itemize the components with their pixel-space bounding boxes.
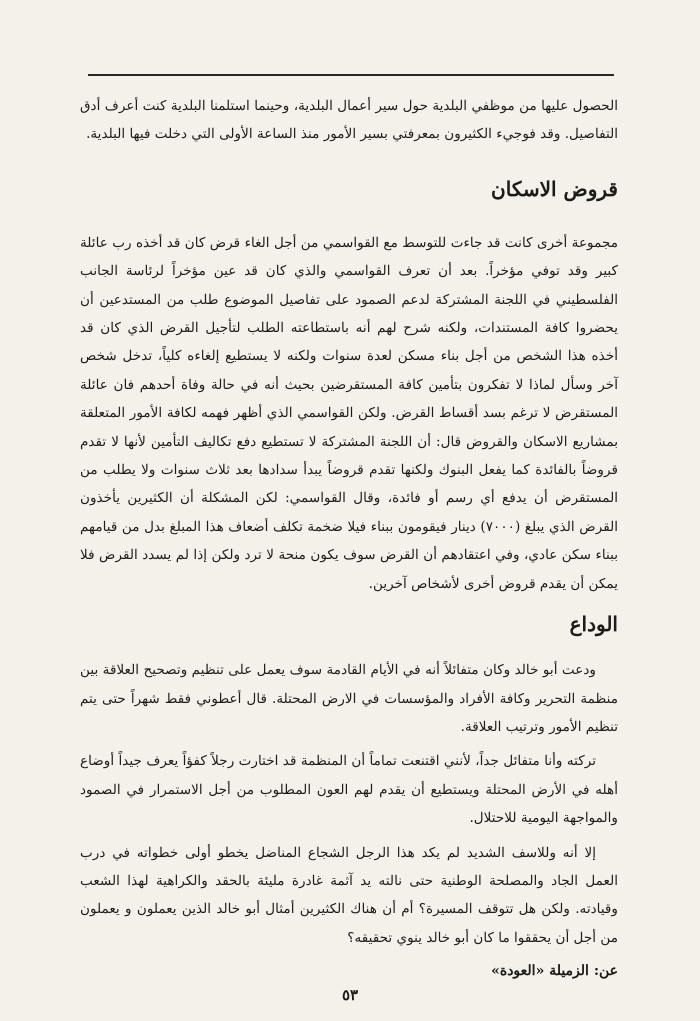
- header-rule: [88, 74, 614, 76]
- source-credit: عن: الزميلة «العودة»: [491, 963, 618, 980]
- intro-paragraph: الحصول عليها من موظفي البلدية حول سير أعمال البلدية، وحينما استلمنا البلدية كنت أعرف أدق التفاصيل. وقد فوجيء الكثيرون بمعرفتي بسير الأمور منذ الساعة الأولى التي دخلت فيها البلدية.: [80, 98, 618, 143]
- farewell-paragraph-2: تركته وأنا متفائل جداً، لأنني اقتنعت تماماً أن المنظمة قد اختارت رجلاً كفؤاً يعرف جيداً أوضاع أهله في الأرض المحتلة ويستطيع أن يقدم لهم العون المطلوب من أجل الاستمرار في الصمود والمواجهة اليومية للاحتلال.: [80, 753, 618, 827]
- farewell-paragraph-1: ودعت أبو خالد وكان متفائلاً أنه في الأيام القادمة سوف يعمل على تنظيم وتصحيح العلاقة بين منظمة التحرير وكافة الأفراد والمؤسسات في الارض المحتلة. قال أعطوني فقط شهراً حتى يتم تنظيم الأمور وترتيب العلاقة.: [80, 662, 618, 735]
- farewell-paragraph-3: إلا أنه وللاسف الشديد لم يكد هذا الرجل الشجاع المناضل يخطو أولى خطواته في درب العمل الجاد والمصلحة الوطنية حتى نالته يد آثمة غادرة مليئة بالحقد والكراهية لهذا الشعب وقيادته. ولكن هل تتوقف المسيرة؟ أم أن هناك الكثيرين أمثال أبو خالد الذين يعملون و يعملون من أجل أن يحققوا ما كان أبو خالد ينوي تحقيقه؟: [80, 844, 618, 946]
- section-title-farewell: الوداع: [569, 612, 618, 637]
- page-body: [80, 92, 618, 984]
- housing-loans-paragraph: مجموعة أخرى كانت قد جاءت للتوسط مع القواسمي من أجل الغاء قرض كان قد أخذه رب عائلة كبير وقد توفي مؤخراً. بعد أن تعرف القواسمي والذي كان قد عين مؤخراً لرئاسة الجانب الفلسطيني في اللجنة المشتركة لدعم الصمود على تفاصيل الموضوع طلب من المستدعين أن يحضروا كافة المستندات، ولكنه شرح لهم أنه باستطاعته الطلب لتأجيل القرض الذي كان قد أخذه هذا الشخص من أجل بناء مسكن لعدة سنوات ولكنه لا يستطيع إلغاءه كلياً، تدخل شخص آخر وسأل لماذا لا تفكرون بتأمين كافة المستقرضين بحيث أنه في حالة وفاة أحدهم فان عائلة المستقرض لا ترغم بسد أقساط القرض. ولكن القواسمي الذي أظهر فهمه لكافة الأمور المتعلقة بمشاريع الاسكان والقروض قال: أن اللجنة المشتركة لا تستطيع دفع تكاليف التأمين لأنها لا تقدم قروضاً بالفائدة كما يفعل البنوك ولكنها تقدم قروضاً يبدأ سدادها بعد ثلاث سنوات ولا يطلب من المستقرض أن يدفع أي رسم أو فائدة، وقال القواسمي: لكن المشكلة أن الكثيرين يأخذون القرض الذي يبلغ (٧٠٠٠) دينار فيقومون ببناء فيلا ضخمة تكلف أضعاف هذا المبلغ بدل من قيامهم ببناء سكن عادي، وفي اعتقادهم أن القرض سوف يكون منحة لا ترد ولكن إذا لم يسدد القرض فلا يمكن أن يقدم قروض أخرى لأشخاص آخرين.: [80, 234, 618, 592]
- section-title-housing-loans: قروض الاسكان: [491, 176, 618, 201]
- page-number: ٥٣: [341, 986, 359, 1004]
